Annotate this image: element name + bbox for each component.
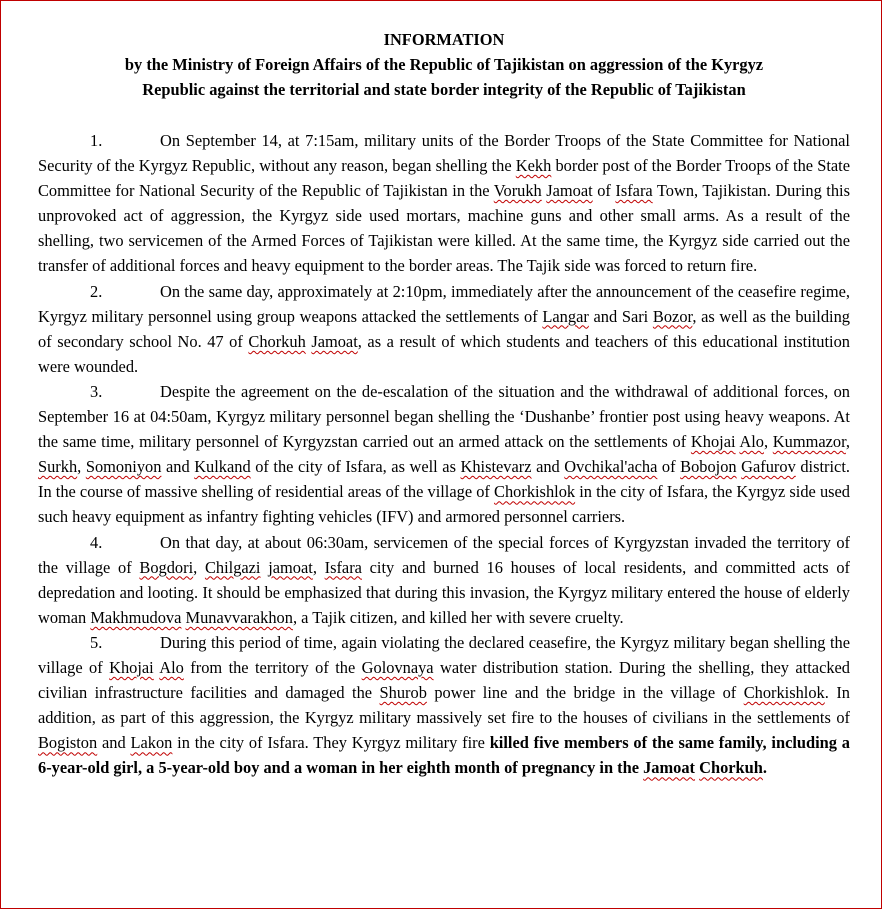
text-run: , bbox=[312, 557, 325, 577]
text-run: in the city of Isfara. They Kyrgyz military fire bbox=[172, 733, 490, 753]
text-run: On the same day, approximately at 2:10pm, immediately after the announcement of the ceasefire regime, Kyrgyz military personnel using group weapons attacked the settlements of bbox=[38, 281, 850, 326]
paragraph-2 bbox=[38, 279, 850, 379]
text-run: . In addition, as part of this aggression, the Kyrgyz military massively set fire to the houses of civilians in the settlements of bbox=[38, 683, 850, 728]
text-run: , bbox=[193, 557, 205, 577]
text-run: , bbox=[77, 457, 86, 477]
spellcheck-word[interactable]: Somoniyon bbox=[85, 457, 162, 477]
paragraph-number: 1. bbox=[90, 131, 103, 150]
bold-text-run: . bbox=[762, 758, 768, 778]
text-run: and Sari bbox=[588, 306, 653, 326]
text-run: and bbox=[161, 457, 195, 477]
spellcheck-word[interactable]: Kulkand bbox=[194, 457, 251, 477]
text-run: On September 14, at 7:15am, military units of the Border Troops of the State Committee for National Security of the Kyrgyz Republic, without any reason, began shelling the bbox=[38, 131, 850, 176]
text-run: On that day, at about 06:30am, servicemen of the special forces of Kyrgyzstan invaded the territory of the village of bbox=[38, 532, 850, 577]
spellcheck-word[interactable]: Chorkuh bbox=[699, 758, 763, 778]
subtitle-line-2: Republic against the territorial and state border integrity of the Republic of Tajikistan bbox=[142, 80, 746, 99]
document-subtitle bbox=[38, 52, 850, 102]
document-title: INFORMATION bbox=[383, 30, 505, 49]
text-run: , bbox=[763, 432, 773, 452]
spellcheck-word[interactable]: Gafurov bbox=[741, 457, 796, 477]
spellcheck-word[interactable]: Chilgazi bbox=[204, 557, 261, 577]
paragraph-5 bbox=[38, 630, 850, 781]
text-run: , as a result of which students and teachers of this educational institution were wounded. bbox=[38, 331, 850, 376]
spellcheck-word[interactable]: Bozor bbox=[652, 306, 693, 326]
paragraph-4 bbox=[38, 530, 850, 630]
text-run: , a Tajik citizen, and killed her with severe cruelty. bbox=[292, 607, 624, 627]
paragraph-number: 3. bbox=[90, 381, 103, 401]
spellcheck-word[interactable]: jamoat bbox=[268, 557, 313, 577]
text-run: from the territory of the bbox=[183, 657, 362, 677]
spellcheck-word[interactable]: Jamoat bbox=[311, 331, 358, 351]
text-run: district. In the course of massive shelling of residential areas of the village of bbox=[38, 457, 850, 502]
spellcheck-word[interactable]: Khojai bbox=[109, 657, 154, 677]
spacer bbox=[38, 102, 850, 128]
spellcheck-word[interactable]: Bogdori bbox=[139, 557, 194, 577]
paragraph-3 bbox=[38, 379, 850, 530]
text-run: of the city of Isfara, as well as bbox=[250, 457, 461, 477]
text-run: water distribution station. During the shelling, they attacked civilian infrastructure facilities and damaged the bbox=[38, 657, 851, 703]
text-run: Despite the agreement on the de-escalation of the situation and the withdrawal of additional forces, on September 16 at 04:50am, Kyrgyz military personnel began shelling the ‘Dushanbe’ frontier post using heavy weapons. At the same time, military personnel of Kyrgyzstan carried out an armed attack on the settlements of bbox=[38, 381, 850, 452]
spellcheck-word[interactable]: Shurob bbox=[379, 683, 427, 703]
text-run: and bbox=[97, 733, 131, 753]
text-run: , as well as the building of secondary school No. 47 of bbox=[38, 306, 851, 351]
spellcheck-word[interactable]: Alo bbox=[159, 657, 184, 677]
paragraph-number: 4. bbox=[90, 532, 103, 552]
spellcheck-word[interactable]: Jamoat bbox=[643, 758, 696, 778]
spellcheck-word[interactable]: Alo bbox=[739, 432, 764, 452]
text-run: border post of the Border Troops of the State Committee for National Security of the Republic of Tajikistan in the bbox=[38, 156, 850, 201]
text-run: in the city of Isfara, the Kyrgyz side used such heavy equipment as infantry fighting vehicles (IFV) and armored personnel carriers. bbox=[38, 482, 850, 527]
paragraph-1 bbox=[38, 128, 850, 279]
text-run: and bbox=[531, 457, 565, 477]
bold-text-run: killed five members of the same family, including a 6-year-old girl, a 5-year-old boy and a woman in her eighth month of pregnancy in the bbox=[38, 733, 850, 778]
document-body bbox=[38, 27, 850, 780]
spellcheck-word[interactable]: Bogiston bbox=[38, 733, 98, 753]
spellcheck-word[interactable]: Kekh bbox=[515, 156, 552, 176]
spellcheck-word[interactable]: Lakon bbox=[130, 733, 173, 753]
spellcheck-word[interactable]: Kummazor bbox=[772, 432, 846, 452]
spellcheck-word[interactable]: Khojai bbox=[690, 432, 736, 452]
paragraph-number: 5. bbox=[90, 632, 103, 652]
text-run: city and burned 16 houses of local residents, and committed acts of depredation and looting. It should be emphasized that during this invasion, the Kyrgyz military entered the house of elderly woman bbox=[38, 557, 850, 627]
text-run: Town, Tajikistan. During this unprovoked act of aggression, the Kyrgyz side used mortars, machine guns and other small arms. As a result of the shelling, two servicemen of the Armed Forces of Tajikistan were killed. At the same time, the Kyrgyz side carried out the transfer of additional forces and heavy equipment to the border areas. The Tajik side was forced to return fire. bbox=[38, 181, 850, 276]
text-run: of bbox=[657, 457, 681, 477]
subtitle-line-1: by the Ministry of Foreign Affairs of the Republic of Tajikistan on aggression of the Kyrgyz bbox=[124, 55, 764, 74]
spellcheck-word[interactable]: Chorkishlok bbox=[494, 482, 576, 502]
spellcheck-word[interactable]: Golovnaya bbox=[361, 657, 434, 677]
text-run: power line and the bridge in the village of bbox=[426, 683, 744, 703]
spellcheck-word[interactable]: Chorkuh bbox=[248, 331, 306, 351]
spellcheck-word[interactable]: Chorkishlok bbox=[743, 683, 825, 703]
spellcheck-word[interactable]: Munavvarakhon bbox=[185, 607, 293, 627]
spellcheck-word[interactable]: Jamoat bbox=[546, 181, 593, 201]
text-run: During this period of time, again violating the declared ceasefire, the Kyrgyz military began shelling the village of bbox=[38, 632, 850, 677]
spellcheck-word[interactable]: Makhmudova bbox=[90, 607, 182, 627]
text-run: of bbox=[592, 181, 616, 201]
spellcheck-word[interactable]: Ovchikal'acha bbox=[564, 457, 658, 477]
spellcheck-word[interactable]: Isfara bbox=[324, 557, 362, 577]
paragraph-number: 2. bbox=[90, 281, 103, 301]
spellcheck-word[interactable]: Bobojon bbox=[680, 457, 737, 477]
spellcheck-word[interactable]: Isfara bbox=[615, 181, 653, 201]
spellcheck-word[interactable]: Khistevarz bbox=[460, 457, 532, 477]
spellcheck-word[interactable]: Vorukh bbox=[493, 181, 542, 201]
spellcheck-word[interactable]: Surkh bbox=[38, 457, 78, 477]
spellcheck-word[interactable]: Langar bbox=[542, 306, 589, 326]
text-run: , bbox=[845, 432, 850, 452]
